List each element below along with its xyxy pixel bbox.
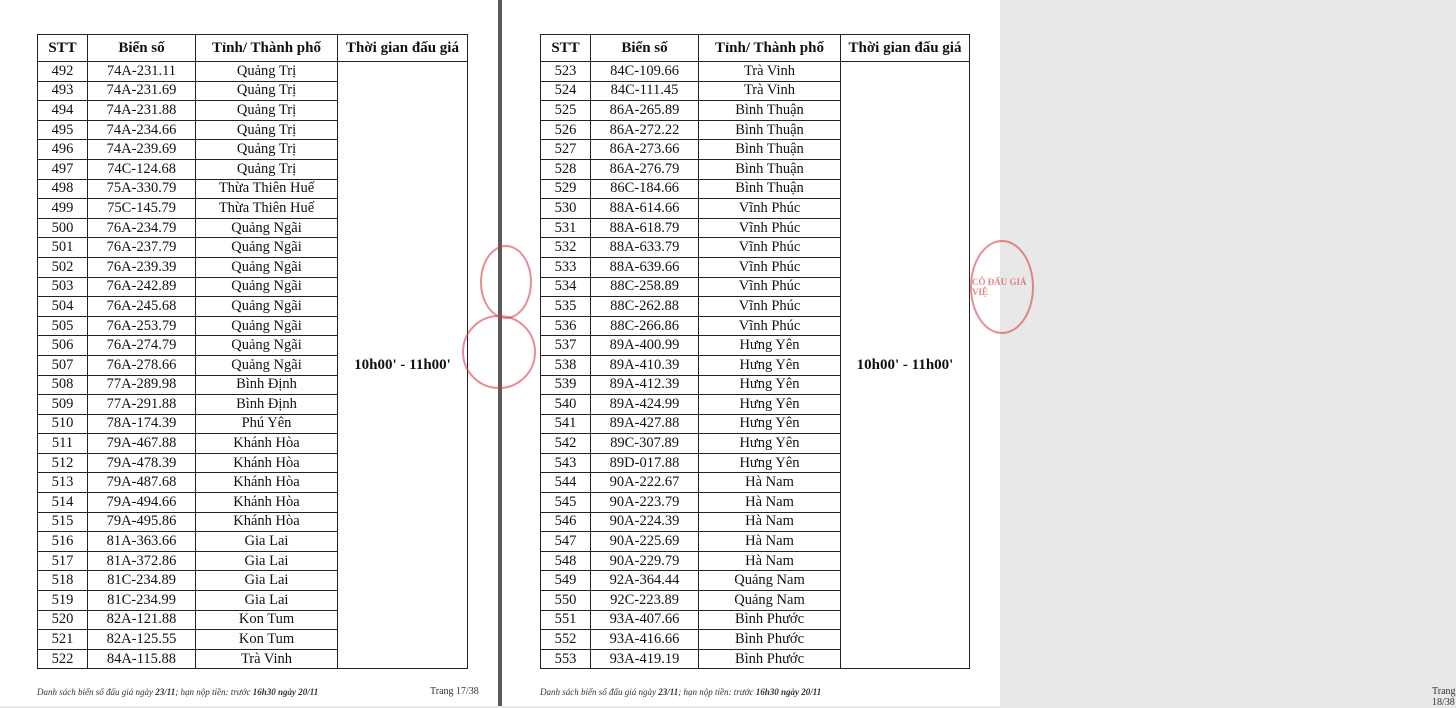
- cell-plate: 84C-109.66: [591, 62, 699, 82]
- cell-stt: 524: [541, 81, 591, 101]
- cell-province: Khánh Hòa: [196, 512, 338, 532]
- cell-plate: 82A-121.88: [88, 610, 196, 630]
- cell-province: Quảng Trị: [196, 101, 338, 121]
- cell-stt: 506: [38, 336, 88, 356]
- auction-table-left: [37, 34, 468, 669]
- cell-province: Vĩnh Phúc: [699, 238, 841, 258]
- cell-plate: 84C-111.45: [591, 81, 699, 101]
- cell-stt: 528: [541, 159, 591, 179]
- cell-province: Thừa Thiên Huế: [196, 179, 338, 199]
- cell-plate: 88A-614.66: [591, 199, 699, 219]
- header-province: Tỉnh/ Thành phố: [196, 35, 338, 62]
- cell-province: Bình Phước: [699, 630, 841, 650]
- cell-stt: 551: [541, 610, 591, 630]
- cell-province: Vĩnh Phúc: [699, 316, 841, 336]
- document-page-right: [502, 0, 1456, 708]
- cell-province: Bình Phước: [699, 610, 841, 630]
- cell-province: Quảng Trị: [196, 62, 338, 82]
- cell-province: Khánh Hòa: [196, 493, 338, 513]
- header-time: Thời gian đấu giá: [338, 35, 468, 62]
- cell-plate: 74A-231.88: [88, 101, 196, 121]
- cell-plate: 77A-289.98: [88, 375, 196, 395]
- cell-plate: 74C-124.68: [88, 159, 196, 179]
- red-seal-stamp: CÔ ĐẤU GIÁ VIỆ: [970, 240, 1034, 334]
- cell-province: Trà Vinh: [699, 62, 841, 82]
- cell-plate: 88C-266.86: [591, 316, 699, 336]
- cell-province: Gia Lai: [196, 591, 338, 611]
- cell-stt: 518: [38, 571, 88, 591]
- cell-plate: 74A-234.66: [88, 120, 196, 140]
- auction-time-cell: 10h00' - 11h00': [338, 62, 468, 669]
- cell-province: Bình Định: [196, 395, 338, 415]
- cell-plate: 92C-223.89: [591, 591, 699, 611]
- cell-plate: 81A-363.66: [88, 532, 196, 552]
- cell-plate: 89D-017.88: [591, 453, 699, 473]
- cell-stt: 532: [541, 238, 591, 258]
- table-header-row: [38, 35, 468, 62]
- auction-table-right: [540, 34, 970, 669]
- cell-plate: 76A-245.68: [88, 297, 196, 317]
- cell-plate: 81C-234.99: [88, 591, 196, 611]
- cell-plate: 90A-225.69: [591, 532, 699, 552]
- cell-plate: 88A-618.79: [591, 218, 699, 238]
- cell-plate: 90A-229.79: [591, 551, 699, 571]
- cell-province: Bình Định: [196, 375, 338, 395]
- header-plate: Biển số: [591, 35, 699, 62]
- table-row: [541, 62, 970, 82]
- cell-province: Quảng Ngãi: [196, 316, 338, 336]
- page-footer-note: Danh sách biển số đấu giá ngày 23/11; hạn nộp tiền: trước 16h30 ngày 20/11: [540, 687, 822, 697]
- cell-plate: 90A-223.79: [591, 493, 699, 513]
- cell-province: Hưng Yên: [699, 355, 841, 375]
- red-seal-stamp: [462, 315, 536, 389]
- cell-stt: 517: [38, 551, 88, 571]
- cell-province: Khánh Hòa: [196, 434, 338, 454]
- cell-stt: 508: [38, 375, 88, 395]
- cell-stt: 497: [38, 159, 88, 179]
- cell-stt: 504: [38, 297, 88, 317]
- cell-province: Vĩnh Phúc: [699, 277, 841, 297]
- auction-time-cell: 10h00' - 11h00': [841, 62, 970, 669]
- cell-stt: 500: [38, 218, 88, 238]
- cell-province: Trà Vinh: [196, 649, 338, 669]
- cell-province: Khánh Hòa: [196, 453, 338, 473]
- cell-plate: 88A-633.79: [591, 238, 699, 258]
- cell-plate: 77A-291.88: [88, 395, 196, 415]
- cell-stt: 545: [541, 493, 591, 513]
- cell-plate: 79A-478.39: [88, 453, 196, 473]
- cell-stt: 499: [38, 199, 88, 219]
- table-row: [38, 62, 468, 82]
- cell-plate: 92A-364.44: [591, 571, 699, 591]
- cell-plate: 93A-407.66: [591, 610, 699, 630]
- cell-province: Quảng Ngãi: [196, 277, 338, 297]
- cell-plate: 74A-239.69: [88, 140, 196, 160]
- cell-stt: 531: [541, 218, 591, 238]
- cell-stt: 495: [38, 120, 88, 140]
- cell-stt: 503: [38, 277, 88, 297]
- cell-province: Bình Thuận: [699, 159, 841, 179]
- cell-province: Vĩnh Phúc: [699, 297, 841, 317]
- cell-province: Quảng Ngãi: [196, 238, 338, 258]
- cell-province: Hưng Yên: [699, 375, 841, 395]
- cell-plate: 86A-272.22: [591, 120, 699, 140]
- cell-province: Kon Tum: [196, 630, 338, 650]
- cell-province: Trà Vinh: [699, 81, 841, 101]
- table-body: [38, 62, 468, 669]
- cell-plate: 76A-237.79: [88, 238, 196, 258]
- page-number: Trang 18/38: [1432, 686, 1456, 708]
- cell-stt: 541: [541, 414, 591, 434]
- cell-plate: 81A-372.86: [88, 551, 196, 571]
- cell-plate: 76A-234.79: [88, 218, 196, 238]
- cell-stt: 514: [38, 493, 88, 513]
- cell-stt: 492: [38, 62, 88, 82]
- document-page-left: [0, 0, 498, 706]
- cell-stt: 511: [38, 434, 88, 454]
- cell-province: Quảng Nam: [699, 591, 841, 611]
- cell-province: Vĩnh Phúc: [699, 257, 841, 277]
- cell-plate: 81C-234.89: [88, 571, 196, 591]
- cell-stt: 549: [541, 571, 591, 591]
- cell-stt: 496: [38, 140, 88, 160]
- cell-stt: 540: [541, 395, 591, 415]
- cell-stt: 550: [541, 591, 591, 611]
- cell-stt: 543: [541, 453, 591, 473]
- header-stt: STT: [38, 35, 88, 62]
- table-body: [541, 62, 970, 669]
- cell-stt: 544: [541, 473, 591, 493]
- cell-stt: 537: [541, 336, 591, 356]
- cell-province: Quảng Trị: [196, 81, 338, 101]
- cell-plate: 79A-495.86: [88, 512, 196, 532]
- cell-province: Khánh Hòa: [196, 473, 338, 493]
- cell-plate: 75C-145.79: [88, 199, 196, 219]
- cell-plate: 90A-222.67: [591, 473, 699, 493]
- cell-stt: 542: [541, 434, 591, 454]
- header-time: Thời gian đấu giá: [841, 35, 970, 62]
- page-footer-note: Danh sách biển số đấu giá ngày 23/11; hạn nộp tiền: trước 16h30 ngày 20/11: [37, 687, 319, 697]
- cell-province: Gia Lai: [196, 532, 338, 552]
- cell-plate: 82A-125.55: [88, 630, 196, 650]
- cell-province: Bình Thuận: [699, 101, 841, 121]
- cell-plate: 88C-258.89: [591, 277, 699, 297]
- cell-stt: 523: [541, 62, 591, 82]
- cell-province: Gia Lai: [196, 551, 338, 571]
- cell-plate: 86C-184.66: [591, 179, 699, 199]
- cell-province: Kon Tum: [196, 610, 338, 630]
- cell-stt: 502: [38, 257, 88, 277]
- cell-province: Hưng Yên: [699, 395, 841, 415]
- cell-province: Hưng Yên: [699, 434, 841, 454]
- cell-province: Hưng Yên: [699, 336, 841, 356]
- cell-plate: 76A-253.79: [88, 316, 196, 336]
- cell-plate: 89A-410.39: [591, 355, 699, 375]
- cell-plate: 89A-424.99: [591, 395, 699, 415]
- cell-province: Quảng Nam: [699, 571, 841, 591]
- header-stt: STT: [541, 35, 591, 62]
- cell-plate: 93A-419.19: [591, 649, 699, 669]
- cell-stt: 521: [38, 630, 88, 650]
- cell-plate: 86A-276.79: [591, 159, 699, 179]
- cell-province: Quảng Ngãi: [196, 297, 338, 317]
- cell-stt: 526: [541, 120, 591, 140]
- cell-province: Hưng Yên: [699, 414, 841, 434]
- cell-province: Vĩnh Phúc: [699, 199, 841, 219]
- cell-province: Hà Nam: [699, 473, 841, 493]
- cell-province: Vĩnh Phúc: [699, 218, 841, 238]
- cell-plate: 88C-262.88: [591, 297, 699, 317]
- cell-province: Quảng Trị: [196, 159, 338, 179]
- cell-province: Quảng Ngãi: [196, 218, 338, 238]
- cell-plate: 89A-412.39: [591, 375, 699, 395]
- page-number: Trang 17/38: [430, 686, 479, 697]
- cell-stt: 548: [541, 551, 591, 571]
- cell-province: Phú Yên: [196, 414, 338, 434]
- cell-province: Hưng Yên: [699, 453, 841, 473]
- cell-plate: 74A-231.11: [88, 62, 196, 82]
- cell-stt: 498: [38, 179, 88, 199]
- cell-stt: 534: [541, 277, 591, 297]
- cell-stt: 539: [541, 375, 591, 395]
- cell-stt: 522: [38, 649, 88, 669]
- cell-stt: 513: [38, 473, 88, 493]
- cell-plate: 79A-467.88: [88, 434, 196, 454]
- cell-plate: 89A-427.88: [591, 414, 699, 434]
- cell-plate: 86A-273.66: [591, 140, 699, 160]
- cell-province: Thừa Thiên Huế: [196, 199, 338, 219]
- cell-plate: 76A-274.79: [88, 336, 196, 356]
- cell-plate: 74A-231.69: [88, 81, 196, 101]
- cell-stt: 533: [541, 257, 591, 277]
- header-plate: Biển số: [88, 35, 196, 62]
- table-header-row: [541, 35, 970, 62]
- cell-plate: 88A-639.66: [591, 257, 699, 277]
- cell-province: Bình Phước: [699, 649, 841, 669]
- cell-stt: 505: [38, 316, 88, 336]
- cell-province: Hà Nam: [699, 512, 841, 532]
- cell-plate: 79A-494.66: [88, 493, 196, 513]
- cell-stt: 536: [541, 316, 591, 336]
- cell-stt: 547: [541, 532, 591, 552]
- cell-plate: 86A-265.89: [591, 101, 699, 121]
- cell-stt: 520: [38, 610, 88, 630]
- cell-stt: 546: [541, 512, 591, 532]
- cell-plate: 90A-224.39: [591, 512, 699, 532]
- cell-plate: 89C-307.89: [591, 434, 699, 454]
- cell-plate: 79A-487.68: [88, 473, 196, 493]
- cell-stt: 494: [38, 101, 88, 121]
- cell-plate: 76A-239.39: [88, 257, 196, 277]
- cell-stt: 535: [541, 297, 591, 317]
- cell-stt: 501: [38, 238, 88, 258]
- cell-plate: 76A-242.89: [88, 277, 196, 297]
- cell-plate: 75A-330.79: [88, 179, 196, 199]
- cell-stt: 507: [38, 355, 88, 375]
- header-province: Tỉnh/ Thành phố: [699, 35, 841, 62]
- cell-stt: 515: [38, 512, 88, 532]
- cell-stt: 530: [541, 199, 591, 219]
- cell-province: Bình Thuận: [699, 120, 841, 140]
- cell-stt: 552: [541, 630, 591, 650]
- cell-province: Quảng Trị: [196, 140, 338, 160]
- cell-stt: 538: [541, 355, 591, 375]
- cell-province: Quảng Trị: [196, 120, 338, 140]
- cell-stt: 516: [38, 532, 88, 552]
- cell-stt: 509: [38, 395, 88, 415]
- cell-province: Quảng Ngãi: [196, 336, 338, 356]
- cell-province: Hà Nam: [699, 493, 841, 513]
- cell-stt: 529: [541, 179, 591, 199]
- cell-plate: 84A-115.88: [88, 649, 196, 669]
- cell-stt: 553: [541, 649, 591, 669]
- cell-stt: 510: [38, 414, 88, 434]
- cell-stt: 493: [38, 81, 88, 101]
- cell-province: Quảng Ngãi: [196, 355, 338, 375]
- cell-plate: 78A-174.39: [88, 414, 196, 434]
- red-seal-stamp: [480, 245, 532, 319]
- cell-stt: 512: [38, 453, 88, 473]
- cell-plate: 93A-416.66: [591, 630, 699, 650]
- cell-province: Quảng Ngãi: [196, 257, 338, 277]
- cell-plate: 89A-400.99: [591, 336, 699, 356]
- cell-province: Gia Lai: [196, 571, 338, 591]
- cell-stt: 519: [38, 591, 88, 611]
- cell-province: Hà Nam: [699, 532, 841, 552]
- cell-stt: 525: [541, 101, 591, 121]
- cell-province: Bình Thuận: [699, 179, 841, 199]
- cell-stt: 527: [541, 140, 591, 160]
- cell-plate: 76A-278.66: [88, 355, 196, 375]
- cell-province: Hà Nam: [699, 551, 841, 571]
- cell-province: Bình Thuận: [699, 140, 841, 160]
